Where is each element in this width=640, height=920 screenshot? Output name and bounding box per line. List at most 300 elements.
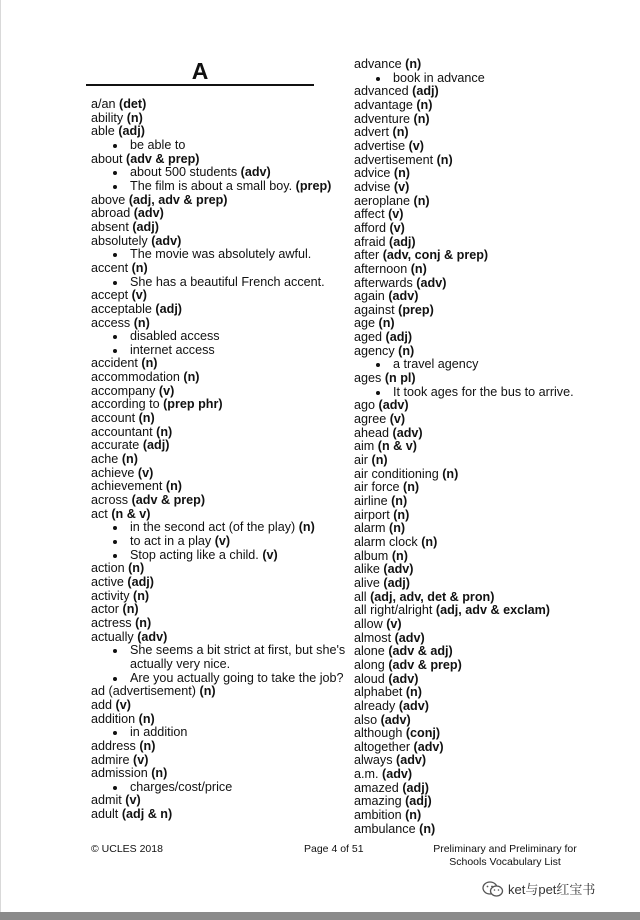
entry-part-of-speech: (n) [156,424,173,439]
entry-word: afternoon [354,261,408,276]
vocab-entry [354,563,594,577]
example-part-of-speech: (v) [214,534,231,548]
entry-part-of-speech: (adv) [394,630,425,645]
entry-part-of-speech: (adv) [413,739,444,754]
entry-part-of-speech: (v) [158,383,175,398]
entry-part-of-speech: (n) [391,494,408,508]
entry-part-of-speech: (n) [139,738,156,753]
entry-part-of-speech: (v) [386,616,402,631]
entry-word: able [91,124,115,139]
example-bullet [91,248,343,262]
entry-word: accept [91,288,129,303]
vocab-entry [354,604,594,618]
vocab-entry [354,454,594,468]
entry-word: already [354,698,396,713]
vocab-entry [91,808,343,822]
vocab-entry [354,372,594,386]
entry-part-of-speech: (n) [391,548,408,563]
entry-word: afterwards [354,275,413,290]
entry-part-of-speech: (n) [413,193,430,208]
vocab-entry [91,480,343,494]
vocab-entry [354,618,594,632]
vocab-entry [354,440,594,454]
vocab-entry [354,495,594,509]
entry-part-of-speech: (adv) [378,398,409,413]
entry-word: affect [354,207,385,222]
entry-word: after [354,248,380,263]
entry-word: alphabet [354,685,403,700]
footer-page-number: Page 4 of 51 [304,843,364,855]
vocab-entry [91,303,343,317]
entry-part-of-speech: (v) [115,697,131,712]
entry-part-of-speech: (v) [389,220,405,235]
entry-part-of-speech: (adv, conj & prep) [382,248,489,263]
vocab-entry [354,304,594,318]
entry-word: afford [354,220,386,235]
entry-word: although [354,726,403,741]
example-bullet [91,330,343,344]
entry-word: advertisement [354,152,434,167]
example-text: about 500 students [130,165,238,180]
entry-part-of-speech: (n & v) [377,439,417,454]
example-bullet [91,166,343,180]
entry-word: actor [91,602,119,617]
entry-word: always [354,753,393,768]
vocab-entry [354,700,594,714]
watermark-text: ket与pet红宝书 [508,882,596,897]
example-bullet [91,535,343,549]
entry-word: above [91,192,126,207]
entry-part-of-speech: (adj & n) [121,807,173,822]
entry-word: absent [91,219,129,234]
entry-part-of-speech: (prep) [398,302,434,317]
example-text: to act in a play [130,534,212,548]
example-part-of-speech: (adv) [240,165,271,180]
vocab-entry [354,113,594,127]
entry-word: ago [354,398,376,413]
entry-word: against [354,302,395,317]
vocab-entry [354,317,594,331]
vocab-entry [91,508,343,522]
entry-word: adventure [354,111,411,126]
entry-part-of-speech: (adj, adv & prep) [128,192,228,207]
entry-part-of-speech: (adj) [132,219,159,234]
entry-part-of-speech: (n pl) [384,371,416,386]
vocab-entry [91,412,343,426]
vocab-entry [354,222,594,236]
entry-word: action [91,561,125,576]
vocab-entry [354,195,594,209]
vocab-entry [354,727,594,741]
entry-part-of-speech: (adv) [383,562,414,577]
vocab-entry [91,754,343,768]
vocab-entry [354,181,594,195]
vocab-entry [354,331,594,345]
entry-word: advise [354,179,391,194]
entry-part-of-speech: (adv & prep) [126,151,200,166]
entry-part-of-speech: (n) [405,685,422,700]
entry-word: about [91,151,123,166]
entry-word: all [354,589,367,604]
entry-word: aloud [354,671,385,686]
entry-part-of-speech: (adj, adv & exclam) [435,603,550,618]
vocab-entry [354,522,594,536]
entry-part-of-speech: (adv) [133,206,164,221]
vocab-entry [354,550,594,564]
entry-part-of-speech: (n) [405,808,422,823]
entry-word: accurate [91,438,140,453]
vocab-entry [91,426,343,440]
example-text: She has a beautiful French accent. [130,274,325,289]
entry-word: absolutely [91,233,148,248]
entry-part-of-speech: (v) [389,412,406,427]
entry-word: ambulance [354,821,416,836]
vocab-entry [91,685,343,699]
entry-part-of-speech: (adj) [385,330,413,345]
vocab-entry [91,153,343,167]
entry-part-of-speech: (adv) [388,289,419,304]
entry-part-of-speech: (n) [398,343,415,358]
vocab-entry [91,713,343,727]
entry-part-of-speech: (conj) [405,726,441,741]
entry-word: accident [91,356,138,371]
entry-part-of-speech: (n) [419,821,436,836]
entry-word: all right/alright [354,603,433,618]
entry-part-of-speech: (adj) [383,575,410,590]
entry-part-of-speech: (prep phr) [163,397,223,412]
vocab-entry [354,290,594,304]
entry-word: across [91,493,129,508]
entry-part-of-speech: (adv & prep) [388,657,462,672]
example-bullet [91,180,343,194]
entry-word: ambition [354,808,402,823]
vocab-entry [354,140,594,154]
entry-part-of-speech: (v) [408,138,425,153]
example-part-of-speech: (prep) [295,178,332,193]
vocab-entry [354,249,594,263]
example-text: The movie was absolutely awful. [130,247,312,262]
entry-part-of-speech: (v) [125,793,141,808]
vocab-entry [354,413,594,427]
example-bullet [91,726,343,740]
example-bullet [354,72,594,86]
vocab-entry [91,194,343,208]
entry-word: achieve [91,465,135,480]
example-text: charges/cost/price [130,779,233,794]
entry-part-of-speech: (adv) [398,698,429,713]
vocab-entry [91,740,343,754]
entry-part-of-speech: (n) [378,316,395,331]
entry-part-of-speech: (v) [137,465,154,480]
left-column [91,97,346,822]
vocab-entry [91,289,343,303]
watermark [482,879,595,898]
entry-part-of-speech: (adv) [151,233,182,248]
vocab-entry [354,714,594,728]
footer-title-line-1: Preliminary and Preliminary for [433,843,577,855]
vocab-entry [354,659,594,673]
example-text: Stop acting like a child. [130,547,259,562]
entry-part-of-speech: (n) [133,315,150,330]
vocab-entry [91,467,343,481]
vocab-entry [354,85,594,99]
entry-word: agree [354,412,387,427]
example-text: internet access [130,342,215,357]
example-continuation [91,658,343,672]
entry-part-of-speech: (n) [393,507,410,522]
entry-part-of-speech: (n) [138,411,155,426]
entry-word: advanced [354,84,409,99]
entry-word: alarm [354,521,386,536]
example-bullet [91,344,343,358]
entry-word: aeroplane [354,193,411,208]
entry-part-of-speech: (adv) [382,767,413,782]
vocab-entry [91,112,343,126]
entry-word: active [91,574,124,589]
vocab-entry [354,481,594,495]
entry-word: ability [91,110,124,125]
example-text: in addition [130,725,188,740]
entry-part-of-speech: (n) [151,766,168,781]
entry-part-of-speech: (v) [388,207,404,222]
entry-part-of-speech: (adj) [142,438,170,453]
entry-part-of-speech: (n) [405,57,422,71]
entry-word: accommodation [91,370,180,385]
vocab-entry [354,591,594,605]
vocab-entry [91,617,343,631]
entry-part-of-speech: (n) [389,521,406,536]
entry-word: airline [354,494,388,508]
entry-part-of-speech: (n) [122,602,139,617]
vocab-entry [354,645,594,659]
footer-copyright: © UCLES 2018 [91,843,163,855]
vocab-entry [354,782,594,796]
entry-part-of-speech: (adj) [118,124,145,139]
entry-word: amazing [354,794,402,809]
entry-word: alarm clock [354,534,418,549]
entry-part-of-speech: (adv) [416,275,447,290]
entry-part-of-speech: (v) [393,179,410,194]
entry-part-of-speech: (n) [126,110,143,125]
entry-part-of-speech: (adv) [396,753,427,768]
vocab-entry [354,58,594,72]
section-letter-heading: A [191,58,209,84]
example-bullet [354,358,594,372]
example-bullet [91,643,346,658]
entry-word: again [354,289,385,304]
example-text: book in advance [393,70,485,85]
vocab-entry [91,494,343,508]
entry-part-of-speech: (n) [393,166,410,181]
example-text: in the second act (of the play) [130,520,296,535]
entry-part-of-speech: (adj, adv, det & pron) [370,589,495,604]
entry-part-of-speech: (adv & prep) [131,493,206,508]
entry-word: address [91,738,136,753]
entry-part-of-speech: (n) [138,711,155,726]
entry-word: afraid [354,234,386,249]
entry-part-of-speech: (n) [416,97,433,112]
vocab-entry [354,809,594,823]
vocab-entry [91,385,343,399]
entry-part-of-speech: (v) [133,752,149,767]
entry-part-of-speech: (adj) [405,794,432,809]
vocab-entry [354,632,594,646]
entry-part-of-speech: (adv) [137,629,168,644]
vocab-entry [91,398,343,412]
vocab-entry [354,427,594,441]
entry-part-of-speech: (n) [183,370,200,385]
entry-word: also [354,712,378,727]
entry-word: aim [354,439,375,454]
entry-part-of-speech: (v) [131,288,148,303]
vocab-entry [91,98,343,112]
vocab-entry [91,262,343,276]
vocab-entry [91,439,343,453]
entry-word: account [91,411,136,426]
entry-word: agency [354,343,395,358]
vocab-entry [354,99,594,113]
example-bullet [91,781,343,795]
example-bullet [91,139,343,153]
vocab-entry [354,768,594,782]
vocab-entry [91,357,343,371]
entry-word: advertise [354,138,406,153]
entry-word: according to [91,397,160,412]
wechat-icon [482,881,504,897]
entry-word: a/an [91,97,116,111]
entry-part-of-speech: (n) [133,588,150,603]
entry-part-of-speech: (adj) [389,234,416,249]
entry-word: abroad [91,206,131,221]
vocab-entry [91,207,343,221]
entry-word: advantage [354,97,413,112]
entry-part-of-speech: (adj) [127,574,154,589]
entry-part-of-speech: (n) [436,152,453,167]
heading-underline [86,84,314,86]
vocab-entry [354,167,594,181]
entry-word: admission [91,766,148,781]
vocab-entry [354,536,594,550]
vocab-entry [354,236,594,250]
entry-word: a.m. [354,767,379,782]
entry-word: alive [354,575,380,590]
vocab-entry [91,603,343,617]
vocab-entry [354,795,594,809]
entry-word: addition [91,711,136,726]
example-text: disabled access [130,329,220,344]
entry-word: along [354,657,385,672]
entry-part-of-speech: (n) [421,534,438,549]
example-text: a travel agency [393,357,479,372]
vocab-entry [354,154,594,168]
entry-part-of-speech: (adv & adj) [388,644,453,659]
vocab-entry [354,673,594,687]
vocab-entry [91,590,343,604]
vocab-entry [354,277,594,291]
vocab-entry [354,468,594,482]
vocab-entry [354,345,594,359]
entry-part-of-speech: (n) [165,479,182,494]
entry-word: air force [354,480,400,495]
entry-word: act [91,506,108,521]
entry-word: air [354,453,368,468]
entry-part-of-speech: (n) [403,480,420,495]
entry-part-of-speech: (n) [131,260,148,275]
entry-part-of-speech: (adj) [412,84,439,99]
vocab-entry [91,794,343,808]
example-text: Are you actually going to take the job? [130,670,344,685]
entry-word: activity [91,588,130,603]
vocab-entry [91,221,343,235]
example-text: The film is about a small boy. [130,178,293,193]
entry-word: altogether [354,739,411,754]
entry-word: age [354,316,376,331]
entry-word: actress [91,615,132,630]
entry-word: album [354,548,389,563]
entry-word: aged [354,330,383,345]
footer-document-title [420,843,590,869]
entry-word: admit [91,793,122,808]
entry-word: advice [354,166,391,181]
entry-part-of-speech: (n) [135,615,152,630]
entry-part-of-speech: (adv) [388,671,419,686]
entry-word: alone [354,644,385,659]
vocab-entry [91,631,343,645]
entry-word: advance [354,57,402,71]
vocab-entry [354,208,594,222]
example-bullet [91,276,343,290]
entry-word: ad (advertisement) [91,684,196,699]
vocab-entry [354,823,594,837]
entry-word: air conditioning [354,466,439,481]
example-part-of-speech: (v) [262,547,278,562]
example-text: It took ages for the bus to arrive. [393,384,574,399]
entry-word: advert [354,125,390,140]
entry-word: acceptable [91,301,152,316]
example-text: actually very nice. [130,656,231,671]
entry-word: admire [91,752,130,767]
entry-part-of-speech: (adv) [392,425,423,440]
entry-word: achievement [91,479,163,494]
vocab-entry [354,741,594,755]
entry-part-of-speech: (n) [410,261,427,276]
vocab-entry [354,754,594,768]
vocab-entry [91,235,343,249]
entry-word: accountant [91,424,153,439]
entry-word: actually [91,629,134,644]
vocab-entry [91,767,343,781]
entry-part-of-speech: (n) [442,466,459,481]
entry-part-of-speech: (adj) [155,301,183,316]
example-bullet [354,386,594,400]
entry-word: accent [91,260,129,275]
vocab-entry [91,453,343,467]
entry-part-of-speech: (n) [413,111,430,126]
vocab-entry [91,562,343,576]
entry-part-of-speech: (n) [121,452,138,467]
vocab-entry [354,509,594,523]
vocab-entry [91,125,343,139]
vocab-entry [91,576,343,590]
entry-word: adult [91,807,119,822]
entry-word: add [91,697,113,712]
vocab-entry [91,317,343,331]
entry-word: airport [354,507,390,522]
example-part-of-speech: (n) [298,520,315,535]
entry-part-of-speech: (n) [199,684,216,699]
entry-word: ache [91,452,119,467]
vocab-entry [91,699,343,713]
